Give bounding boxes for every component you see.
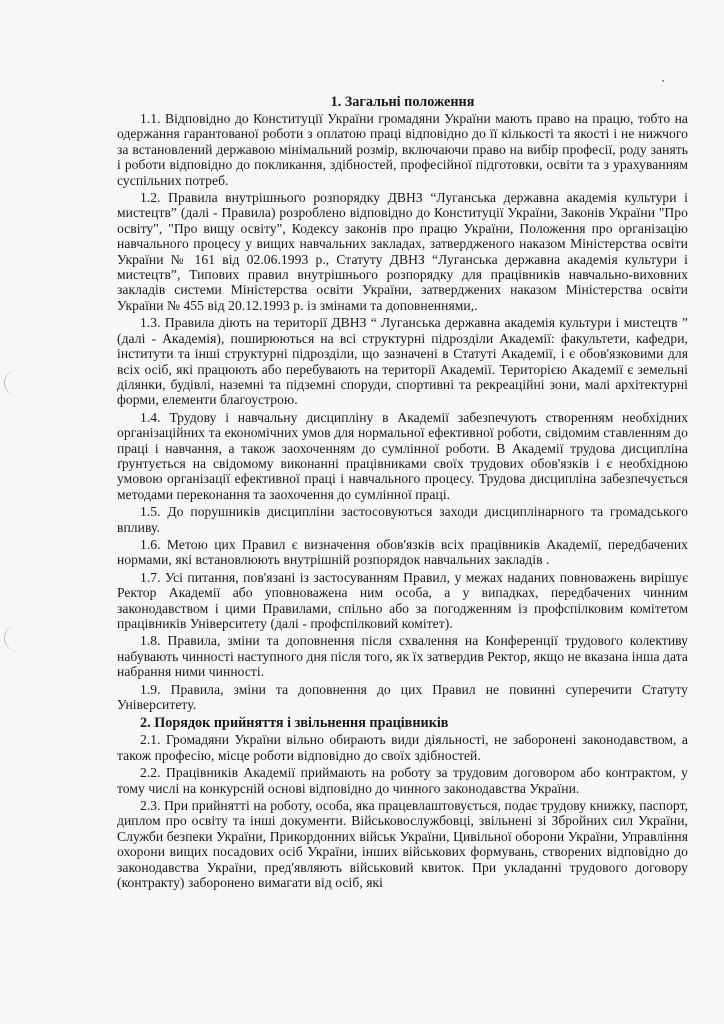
paragraph-1-5: 1.5. До порушників дисципліни застосовуються заходи дисциплінарного та громадського впливу. [117,504,688,535]
paragraph-1-7: 1.7. Усі питання, пов'язані із застосуванням Правил, у межах наданих повноважень вирішує Ректор Академії або уповноважена ним особа, а у випадках, передбачених чинним законодавством і цими Правилами, спільно або за погодженням із профспілковим комітетом працівників Університету (далі - профспілковий комітет). [117,569,688,631]
paragraph-2-3: 2.3. При прийнятті на роботу, особа, яка працевлаштовується, подає трудову книжку, паспорт, диплом про освіту та інші документи. Військовослужбовці, звільнені зі Збройних сил України, Служби безпеки України, Прикордонних військ України, Цивільної оборони України, Управління охорони вищих посадових осіб України, інших військових формувань, створених відповідно до законодавства України, пред'являють військовий квиток. При укладанні трудового договору (контракту) заборонено вимагати від осіб, які [117,798,688,891]
paragraph-1-9: 1.9. Правила, зміни та доповнення до цих Правил не повинні суперечити Статуту Університету. [117,681,688,713]
paragraph-1-3: 1.3. Правила діють на території ДВНЗ “ Луганська державна академія культури і мистецтв ” (далі - Академія), поширюються на всі структурні підрозділи Академії: факультети, кафедри, інститути та інші структурні підрозділи, що зазначені в Статуті Академії, і є обов'язковими для всіх осіб, які працюють або перебувають на території Академії. Територією Академії є земельні ділянки, будівлі, наземні та підземні споруди, спортивні та рекреаційні зони, малі архітектурні форми, елементи благоустрою. [117,315,688,408]
scan-speck [662,80,664,82]
paragraph-2-2: 2.2. Працівників Академії приймають на роботу за трудовим договором або контрактом, у тому числі на конкурсній основі відповідно до чинного законодавства України. [117,765,688,796]
paragraph-2-1: 2.1. Громадяни України вільно обирають види діяльності, не заборонені законодавством, а також професію, місце роботи відповідно до своїх здібностей. [117,732,688,763]
section-title-1: 1. Загальні положення [330,94,475,110]
paragraph-1-4: 1.4. Трудову і навчальну дисципліну в Академії забезпечують створенням необхідних організаційних та економічних умов для нормальної ефективної роботи, свідомим ставленням до праці і навчання, а також заохоченням до сумлінної роботи. В Академії трудова дисципліна ґрунтується на свідомому виконанні працівниками своїх трудових обов'язків і є необхідною умовою організації ефективної праці і навчального процесу. Трудова дисципліна забезпечується методами переконання та заохочення до сумлінної праці. [117,409,688,502]
paragraph-1-6: 1.6. Метою цих Правил є визначення обов'язків всіх працівників Академії, передбачених нормами, які встановлюють внутрішній розпорядок навчальних закладів . [117,536,688,568]
section-title-2: 2. Порядок прийняття і звільнення працівників [140,715,449,732]
paragraph-1-2: 1.2. Правила внутрішнього розпорядку ДВНЗ “Луганська державна академія культури і мистецтв” (далі - Правила) розроблено відповідно до Конституції України, Законів України "Про освіту", "Про вищу освіту", Кодексу законів про працю України, Положення про організацію навчального процесу у вищих навчальних закладах, затвердженого наказом Міністерства освіти України № 161 від 02.06.1993 р., Статуту ДВНЗ “Луганська державна академія культури і мистецтв”, Типових правил внутрішнього розпорядку для працівників навчально-виховних закладів системи Міністерства освіти України, затверджених наказом Міністерства освіти України № 455 від 20.12.1993 р. із змінами та доповненнями,. [117,190,688,313]
paragraph-1-1: 1.1. Відповідно до Конституції України громадяни України мають право на працю, тобто на одержання гарантованої роботи з оплатою праці відповідно до її кількості та якості і не нижчого за встановлений державою мінімальний розмір, включаючи право на вибір професії, роду занять і роботи відповідно до покликання, здібностей, професійної підготовки, освіти та з урахуванням суспільних потреб. [117,111,688,188]
paragraph-1-8: 1.8. Правила, зміни та доповнення після схвалення на Конференції трудового колективу набувають чинності наступного дня після того, як їх затвердив Ректор, якщо не вказана інша дата набрання ними чинності. [117,633,688,680]
